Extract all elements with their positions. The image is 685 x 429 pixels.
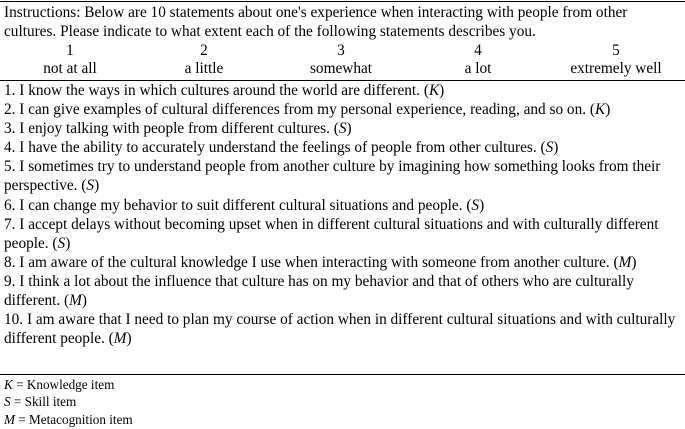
statement-text: 2. I can give examples of cultural differences from my personal experience, reading, and so on.: [4, 101, 587, 119]
statement-item: 5. I sometimes try to understand people from another culture by imagining how something looks from their perspective. (S): [4, 158, 661, 195]
scale-label: a little: [184, 60, 224, 77]
statement-list: [4, 81, 682, 348]
statement-item: 8. I am aware of the cultural knowledge I use when interacting with someone from another culture. (M): [4, 253, 637, 271]
dimension-code: S: [57, 234, 66, 252]
statement-text: 5. I sometimes try to understand people from another culture by imagining how something looks from their perspective.: [4, 158, 661, 195]
scale-point-2: [134, 42, 274, 78]
rating-scale: [0, 42, 685, 80]
scale-label: not at all: [43, 60, 97, 77]
statement-item: 7. I accept delays without becoming upset when in different cultural situations and with culturally different people. (S): [4, 215, 659, 252]
scale-point-4: [408, 42, 548, 78]
statement-item: 2. I can give examples of cultural differences from my personal experience, reading, and so on. (K): [4, 101, 611, 119]
statement-item: 10. I am aware that I need to plan my course of action when in different cultural situations and with culturally different people. (M): [4, 311, 676, 348]
legend-item: [4, 393, 133, 410]
legend-text: = Skill item: [13, 394, 77, 410]
statement-text: 10. I am aware that I need to plan my course of action when in different cultural situations and with culturally different people.: [4, 311, 676, 348]
dimension-code: M: [618, 253, 632, 271]
legend-symbol: K: [4, 377, 13, 392]
scale-point-1: [0, 42, 140, 78]
dimension-code: S: [86, 177, 95, 195]
dimension-code: M: [69, 292, 82, 310]
statement-text: 9. I think a lot about the influence that culture has on my behavior and that of others who are culturally different.: [4, 272, 634, 310]
statement-text: 6. I can change my behavior to suit different cultural situations and people.: [4, 196, 463, 214]
statement-text: 1. I know the ways in which cultures around the world are different.: [4, 82, 421, 99]
scale-number: 5: [612, 42, 620, 59]
instructions-text: Instructions: Below are 10 statements about one's experience when interacting with people from other cultures. Please indicate to what extent each of the following statements describes you.: [4, 4, 628, 40]
statement-item: 9. I think a lot about the influence that culture has on my behavior and that of others who are culturally different. (M): [4, 272, 634, 310]
dimension-code: S: [338, 120, 347, 138]
scale-number: 4: [474, 42, 482, 59]
statement-text: 8. I am aware of the cultural knowledge I use when interacting with someone from another culture.: [4, 253, 610, 271]
legend-text: = Knowledge item: [16, 377, 115, 392]
scale-label: somewhat: [309, 60, 373, 77]
scale-label: a lot: [464, 60, 492, 77]
statement-text: 3. I enjoy talking with people from different cultures.: [4, 120, 330, 138]
scale-point-3: [271, 42, 411, 78]
legend: [4, 376, 133, 428]
statement-text: 7. I accept delays without becoming upset when in different cultural situations and with culturally different people.: [4, 215, 659, 252]
scale-point-5: [546, 42, 685, 78]
legend-symbol: S: [4, 394, 11, 410]
statement-item: 3. I enjoy talking with people from different cultures. (S): [4, 120, 352, 138]
top-rule: [0, 1, 685, 2]
statement-item: 1. I know the ways in which cultures around the world are different. (K): [4, 82, 445, 99]
statement-item: 6. I can change my behavior to suit different cultural situations and people. (S): [4, 196, 485, 214]
dimension-code: S: [545, 139, 554, 157]
legend-symbol: M: [4, 411, 15, 427]
scale-number: 3: [337, 42, 345, 59]
dimension-code: K: [594, 101, 606, 119]
legend-item: [4, 411, 133, 428]
scale-number: 2: [200, 42, 208, 59]
statement-text: 4. I have the ability to accurately understand the feelings of people from other cultures.: [4, 139, 537, 157]
dimension-code: K: [428, 82, 440, 99]
statement-item: 4. I have the ability to accurately understand the feelings of people from other cultures. (S): [4, 139, 559, 157]
dimension-code: S: [471, 196, 480, 214]
legend-text: = Metacognition item: [18, 411, 133, 427]
legend-item: [4, 376, 133, 393]
scale-number: 1: [66, 42, 74, 59]
dimension-code: M: [113, 330, 127, 348]
footer-rule: [0, 374, 685, 375]
scale-label: extremely well: [570, 60, 662, 77]
